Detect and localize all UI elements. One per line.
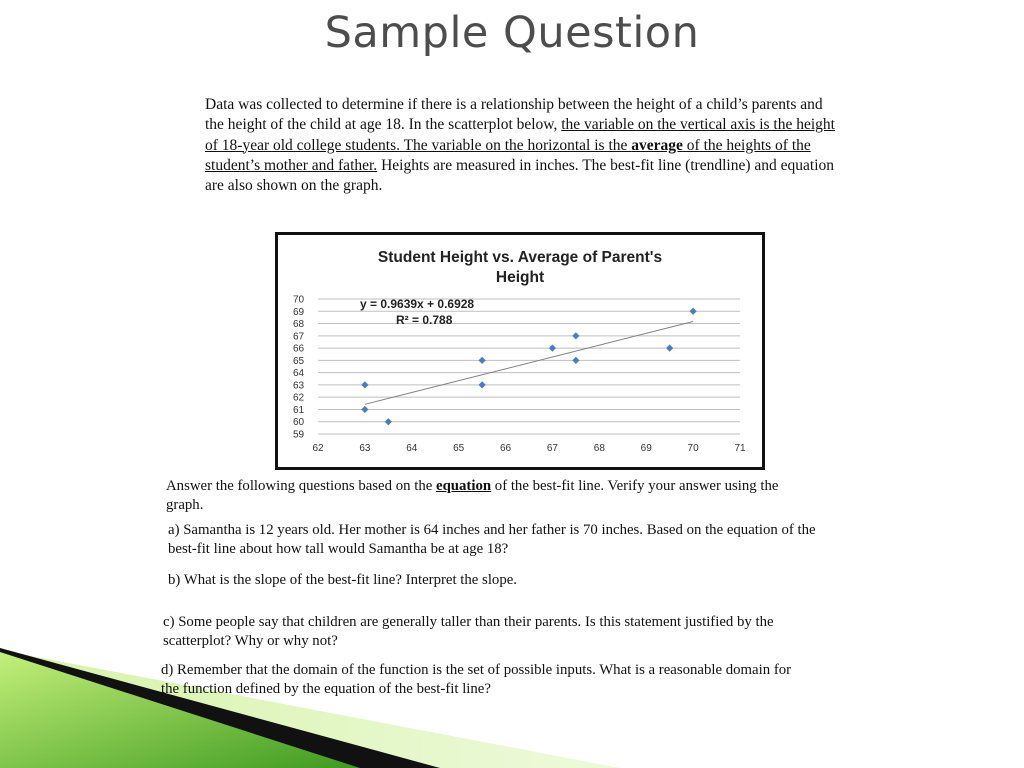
x-tick-label: 70 [687,443,699,454]
data-point-5 [479,381,486,388]
x-tick-label: 66 [499,443,512,454]
data-point-2 [361,406,368,413]
data-point-8 [572,357,579,364]
y-tick-labels [293,295,305,441]
slide-title: Sample Question [324,8,700,58]
prompt-text-1: Answer the following questions based on the [166,478,436,494]
chart-title-line2: Height [495,269,545,286]
intro-underlined-1: the variable on the vertical axis is the height of 18-year old college students. The variable on the horizontal is the [205,116,835,154]
prompt-equation: equation [436,478,492,494]
intro-bold-average: average [631,136,683,154]
intro-text-2: Heights are measured in inches. The best-fit line (trendline) and equation are also shown on the graph. [205,156,834,195]
scatterplot [278,235,762,467]
data-point-6 [549,344,556,351]
data-point-9 [666,344,673,351]
x-tick-label: 69 [640,443,652,454]
y-tick-label: 63 [293,380,305,392]
trendline [365,322,693,405]
x-tick-label: 71 [734,443,746,454]
x-tick-labels [312,443,746,454]
data-point-7 [572,332,579,339]
intro-paragraph [205,95,845,196]
question-d: d) Remember that the domain of the function is the set of possible inputs. What is a reasonable domain for the function defined by the equation of the best-fit line? [161,662,792,697]
x-tick-label: 64 [406,443,418,454]
chart-title-line1: Student Height vs. Average of Parent's [377,249,663,266]
y-tick-label: 69 [293,306,305,318]
chart-gridlines [318,299,740,434]
y-tick-label: 60 [293,417,305,429]
r-squared-label: R² = 0.788 [396,313,453,327]
y-tick-label: 64 [293,368,305,380]
x-tick-label: 62 [312,443,324,454]
x-tick-label: 63 [359,443,371,454]
question-c: c) Some people say that children are generally taller than their parents. Is this statement justified by the scatterplot? Why or why not? [163,614,774,649]
question-b: b) What is the slope of the best-fit line? Interpret the slope. [168,572,517,588]
y-tick-label: 62 [293,392,305,404]
y-tick-label: 61 [293,404,305,416]
data-point-4 [479,357,486,364]
x-tick-label: 65 [453,443,465,454]
questions-prompt [166,477,816,515]
question-a: a) Samantha is 12 years old. Her mother is 64 inches and her father is 70 inches. Based on the equation of the best-fit line about how tall would Samantha be at age 18? [168,522,816,557]
intro-underlined-2: of the heights of the student’s mother and father. [205,136,811,174]
trendline-equation: y = 0.9639x + 0.6928 [360,297,475,311]
scatterplot-frame [275,232,765,470]
data-point-3 [385,418,392,425]
x-tick-label: 68 [593,443,605,454]
data-point-10 [690,308,697,315]
data-point-1 [361,381,368,388]
prompt-text-2: of the best-fit line. Verify your answer using the graph. [166,478,779,513]
y-tick-label: 70 [293,294,305,306]
x-tick-label: 67 [546,443,559,454]
y-tick-label: 67 [293,331,305,343]
y-tick-label: 65 [293,355,305,367]
y-tick-label: 59 [293,429,305,441]
intro-text-1: Data was collected to determine if there is a relationship between the height of a child’s parents and the height of the child at age 18. In the scatterplot below, [205,96,823,134]
y-tick-label: 66 [293,343,305,355]
y-tick-label: 68 [293,319,305,331]
